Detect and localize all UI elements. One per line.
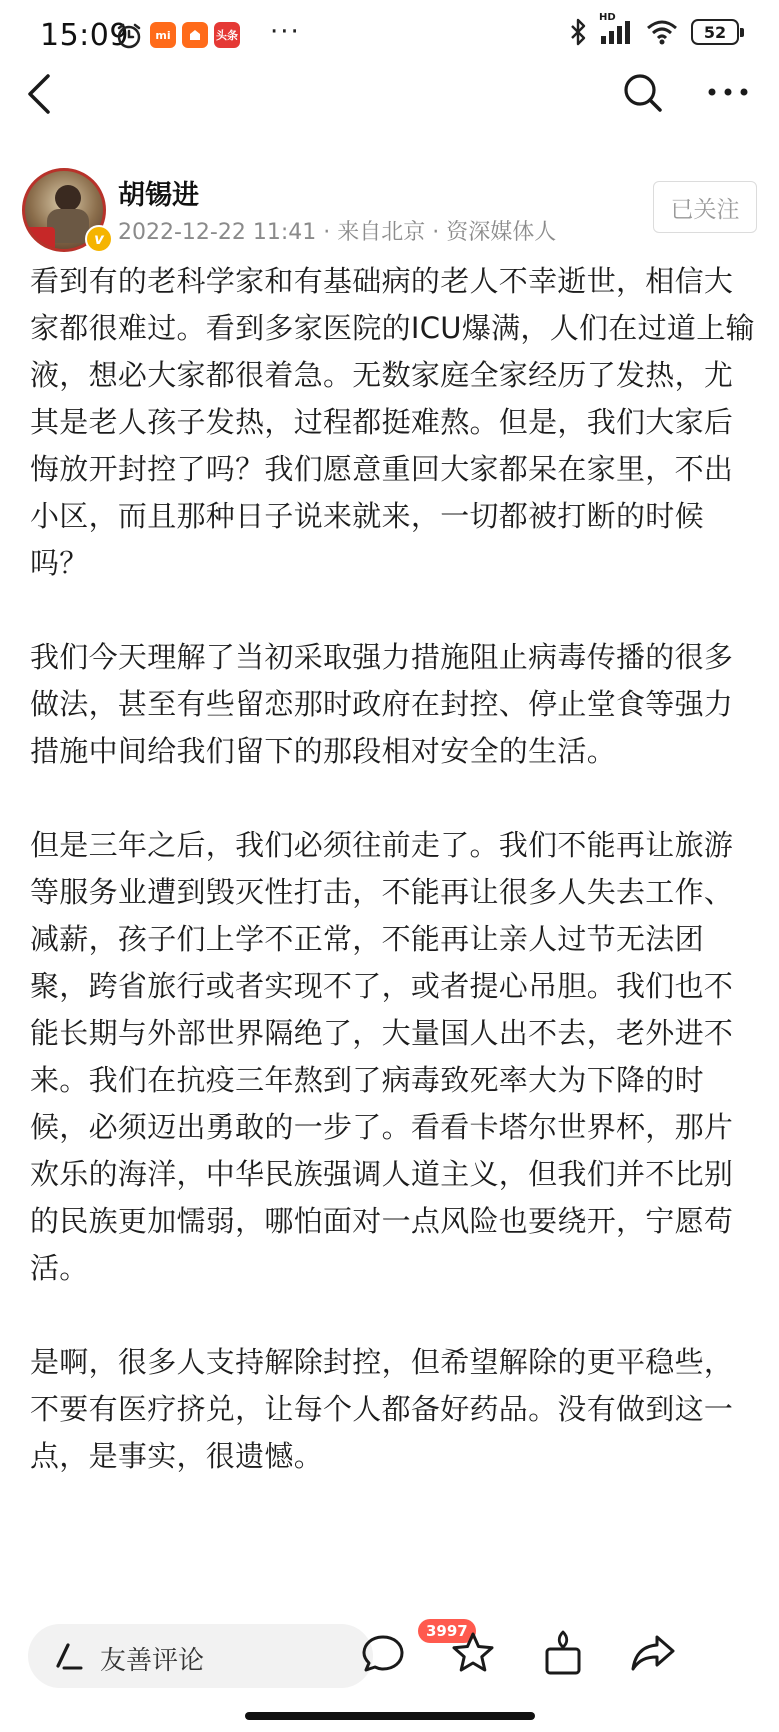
home-indicator[interactable] <box>245 1712 535 1720</box>
comment-icon[interactable] <box>358 1628 408 1678</box>
article-body <box>30 258 760 1527</box>
status-indicators <box>569 12 739 46</box>
pen-icon <box>54 1642 84 1672</box>
author-header <box>22 163 757 253</box>
share-icon[interactable] <box>628 1628 678 1678</box>
nav-bar <box>0 72 779 158</box>
follow-button[interactable]: 已关注 <box>653 181 757 233</box>
search-icon[interactable] <box>620 72 666 118</box>
author-name[interactable]: 胡锡进 <box>118 180 199 211</box>
post-meta: 2022-12-22 11:41 · 来自北京 · 资深媒体人 <box>118 220 557 245</box>
article-paragraph: 看到有的老科学家和有基础病的老人不幸逝世，相信大家都很难过。看到多家医院的ICU爆满，人们在过道上输液，想必大家都很着急。无数家庭全家经历了发热，尤其是老人孩子发热，过程都挺难熬。但是，我们大家后悔放开封控了吗？我们愿意重回大家都呆在家里，不出小区，而且那种日子说来就来，一切都被打断的时候吗？ <box>30 264 755 580</box>
status-time: 15:09 <box>40 18 129 53</box>
like-icon[interactable] <box>538 1628 588 1678</box>
comment-input[interactable] <box>28 1624 373 1688</box>
signal-icon: HD <box>599 18 633 46</box>
news-app-icon: 头条 <box>214 22 240 48</box>
wifi-icon <box>645 18 679 46</box>
comment-placeholder: 友善评论 <box>100 1646 205 1676</box>
alarm-icon <box>115 22 143 50</box>
battery-indicator: 52 <box>691 19 739 45</box>
status-more-icon: ··· <box>270 17 301 47</box>
verified-badge-icon: v <box>85 225 113 253</box>
article-paragraph: 我们今天理解了当初采取强力措施阻止病毒传播的很多做法，甚至有些留恋那时政府在封控、停止堂食等强力措施中间给我们留下的那段相对安全的生活。 <box>30 640 734 768</box>
comment-count-badge: 3997 <box>418 1619 476 1643</box>
mi-home-app-icon <box>182 22 208 48</box>
article-paragraph: 但是三年之后，我们必须往前走了。我们不能再让旅游等服务业遭到毁灭性打击，不能再让很多人失去工作、减薪，孩子们上学不正常，不能再让亲人过节无法团聚，跨省旅行或者实现不了，或者提心吊胆。我们也不能长期与外部世界隔绝了，大量国人出不去，老外进不来。我们在抗疫三年熬到了病毒致死率大为下降的时候，必须迈出勇敢的一步了。看看卡塔尔世界杯，那片欢乐的海洋，中华民族强调人道主义，但我们并不比别的民族更加懦弱，哪怕面对一点风险也要绕开，宁愿苟活。 <box>30 828 734 1285</box>
chevron-left-icon[interactable] <box>22 72 62 122</box>
bluetooth-icon <box>569 18 587 46</box>
article-paragraph: 是啊，很多人支持解除封控，但希望解除的更平稳些，不要有医疗挤兑，让每个人都备好药品。没有做到这一点，是事实，很遗憾。 <box>30 1345 734 1473</box>
star-icon[interactable] <box>448 1628 498 1678</box>
more-dots-icon[interactable] <box>705 72 751 118</box>
bottom-action-bar <box>0 1620 779 1700</box>
status-bar <box>0 0 779 72</box>
mi-app-icon: mi <box>150 22 176 48</box>
